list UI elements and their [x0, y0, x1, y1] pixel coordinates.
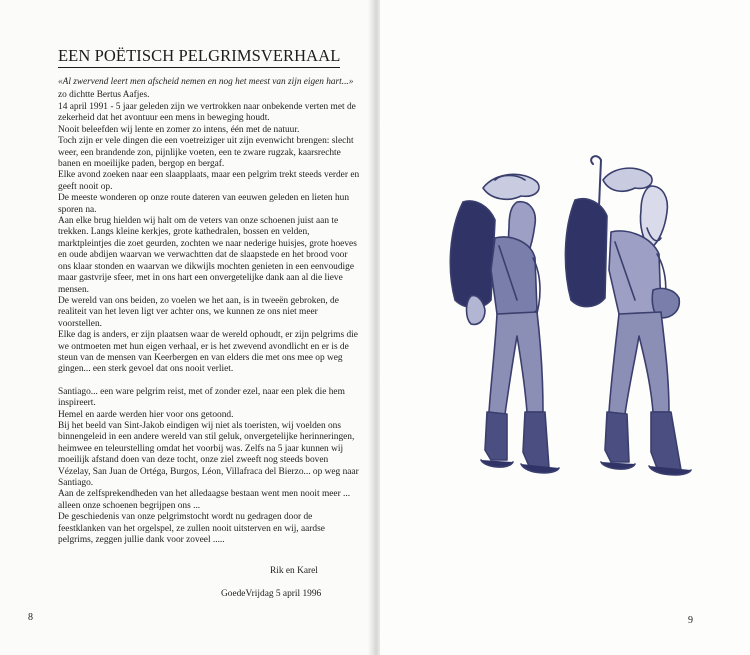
opening-quote [58, 76, 358, 101]
article-body [58, 102, 360, 546]
left-page [0, 0, 372, 655]
paragraph: Elke dag is anders, er zijn plaatsen waar de wereld ophoudt, er zijn pelgrims die we ontmoeten met hun eigen verhaal, er is het zwevend avondlicht en er is de steun van de mensen van Keerbergen en van elders die met ons mee op weg gingen... een sterk gevoel dat ons nooit verliet. [58, 330, 358, 375]
page-number-right: 9 [688, 615, 693, 626]
paragraph: Hemel en aarde werden hier voor ons getoond. [58, 409, 234, 420]
signature-date: GoedeVrijdag 5 april 1996 [221, 589, 322, 599]
paragraph: Nooit beleefden wij lente en zomer zo intens, één met de natuur. [58, 124, 300, 135]
article-title: EEN POËTISCH PELGRIMSVERHAAL [58, 46, 340, 68]
paragraph: De wereld van ons beiden, zo voelen we het aan, is in tweeën gebroken, de realiteit van het leven ligt ver achter ons, we kunnen ze ons niet meer voorstellen. [58, 295, 339, 329]
paragraph: Elke avond zoeken naar een slaapplaats, maar een pelgrim trekt steeds verder en geeft nooit op. [58, 170, 360, 192]
page-number-left: 8 [28, 612, 33, 623]
left-pilgrim [450, 174, 559, 473]
paragraph: De meeste wonderen op onze route dateren van eeuwen geleden en lieten hun sporen na. [58, 193, 350, 215]
signature-names: Rik en Karel [270, 566, 318, 576]
two-pilgrims-illustration [425, 150, 715, 490]
paragraph: Aan de zelfsprekendheden van het alledaagse bestaan went men nooit meer ... alleen onze schoenen begrijpen ons ... [58, 489, 351, 511]
quote-attribution: zo dichtte Bertus Aafjes. [58, 89, 150, 100]
paragraph: Aan elke brug hielden wij halt om de veters van onze schoenen juist aan te trekken. Langs kleine kerkjes, grote kathedralen, bossen en velden, marktpleintjes die zoet geurden, zochten we naar nederige huisjes, grote hoeves en oude abdijen waarvan we verwachtten dat de slaapstede en het brood voor ons klaar stonden en waarvan we dikwijls mochten genieten in een eenvoudige maar gastvrije sfeer, met in ons hart een onvergetelijke dank aan al die lieve mensen. [58, 216, 357, 295]
paragraph: Bij het beeld van Sint-Jakob eindigen wij niet als toeristen, wij voelden ons binnengeleid in een andere wereld van stil geluk, onvergetelijke herinneringen, heimwee en teleurstelling omdat het voorbij was. Zelfs na 5 jaar kunnen wij moeilijk afstand doen van deze tocht, onze ziel zweeft nog steeds boven Vézelay, San Juan de Ortéga, Burgos, Léon, Villafraca del Bierzo... op weg naar Santiago. [58, 420, 359, 488]
paragraph: De geschiedenis van onze pelgrimstocht wordt nu gedragen door de feestklanken van het orgelspel, ze zullen nooit uitsterven en wij, aardse pelgrims, zeggen jullie dank voor zoveel ..... [58, 512, 325, 546]
paragraph: 14 april 1991 - 5 jaar geleden zijn we vertrokken naar onbekende verten met de zekerheid dat het avontuur een mens in beweging houdt. [58, 102, 356, 124]
right-pilgrim [565, 156, 691, 475]
quote-text: «Al zwervend leert men afscheid nemen en nog het meest van zijn eigen hart...» [58, 77, 354, 87]
paragraph: Santiago... een ware pelgrim reist, met of zonder ezel, naar een plek die hem inspireert. [58, 386, 345, 409]
paragraph: Toch zijn er vele dingen die een voetreiziger uit zijn evenwicht brengen: slecht weer, een brandende zon, pijnlijke voeten, een te zware rugzak, kaarsrechte banen en moeilijke paden, bergop en bergaf. [58, 136, 354, 170]
